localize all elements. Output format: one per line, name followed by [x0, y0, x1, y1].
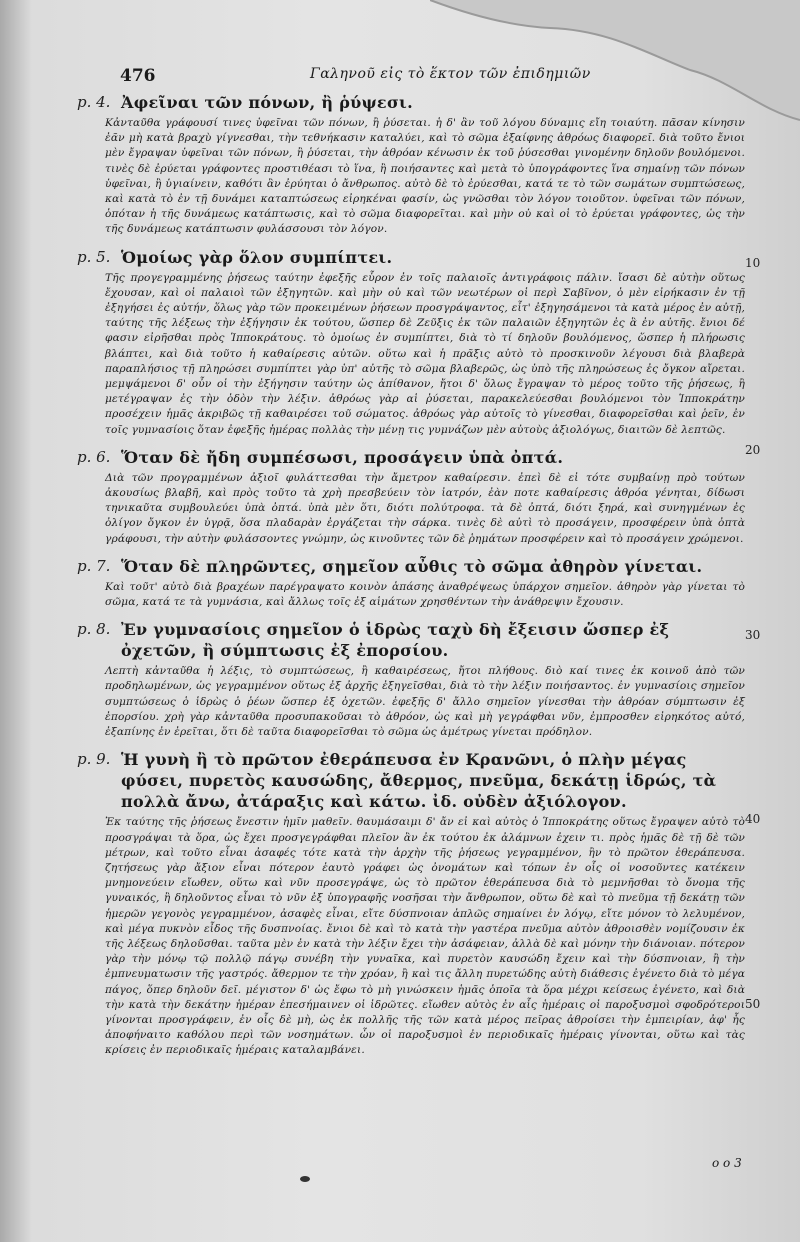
- line-number: 20: [745, 443, 761, 457]
- lemma-heading: Ὅταν δὲ ἤδη συμπέσωσι, προσάγειν ὑπὰ ὀπτά.: [121, 447, 564, 467]
- commentary-paragraph: Λεπτὴ κἀνταῦθα ἡ λέξις, τὸ συμπτώσεως, ἢ καθαιρέσεως, ἤτοι πλήθους. διὸ καί τινες ἐκ κοινοῦ ἀπὸ τῶν προδηλωμένων, ὡς γεγραμμένον οὕτως ἐξ ἀρχῆς ἐξηγεῖσθαι, διὰ τὸ τὴν λέξιν ποιήσαντος. ἐν γυμνασίοις σημεῖον συμπτώσεως ὁ ἱδρὼς ὁ ῥέων ὥσπερ ἐξ ὀχετῶν. ἐφεξῆς δ' ἄλλο σημεῖον γίνεσθαι τὴν ἀθρόαν σύμπτωσιν ἐξ ἐπορσίου. χρὴ γὰρ κἀνταῦθα προσυπακοῦσαι τὸ ἀθρόον, ὡς καὶ μὴ γεγράφθαι νῦν, ἐμπροσθεν εἰρηκότος αὐτό, ἐξαπίνης ἐν ἐρεῖται, ὅτι δὲ ταῦτα διαφορεῖσθαι τὸ σῶμα ὡς ἀμέτρως γίνεται πρόδηλον.: [105, 665, 745, 739]
- marginal-label: p. 4.: [77, 93, 111, 111]
- lemma-row: [77, 247, 745, 268]
- signature-mark: ο ο 3: [712, 1156, 742, 1170]
- commentary-paragraph: Διὰ τῶν προγραμμένων ἀξιοῖ φυλάττεσθαι τὴν ἄμετρον καθαίρεσιν. ἐπεὶ δὲ εἰ τότε συμβαίνῃ πρὸ τούτων ἀκουσίως βλαβῆ, καὶ πρὸς τοῦτο τὰ χρὴ πρεσβεύειν τὸν ἰατρόν, ἐὰν ποτε καθαίρεσις ἀθρόα γένηται, δίδωσι τηνικαῦτα συμβουλεύει ὑπὰ ὀπτά. ὑπὰ μὲν ὅτι, διότι πολύτροφα. τὰ δὲ ὀπτά, διότι ξηρά, καὶ συνηγμένων ἐς ὀλίγον ὄγκον ἐν ὑγρᾷ, ὅσα πλαδαρὰν ἐργάζεται τὴν σάρκα. τινὲς δὲ αὐτὶ τὸ προσάγειν, προσφέρειν ὑπὰ ὀπτὰ γράφουσι, τὴν αὐτὴν φυλάσσοντες γνώμην, ὡς κινοῦντες τῶν δὲ ῥημάτων προσφέρειν καὶ τὸ προσάγειν χρώμενοι.: [105, 471, 745, 545]
- marginal-label: p. 7.: [77, 556, 111, 575]
- marginal-label: p. 8.: [77, 620, 111, 639]
- marginal-label: p. 6.: [77, 447, 111, 466]
- page-header: [120, 66, 740, 88]
- lemma-heading: Ὅταν δὲ πληρῶντες, σημεῖον αὖθις τὸ σῶμα ἀθηρὸν γίνεται.: [121, 556, 703, 576]
- line-number: 50: [745, 997, 761, 1011]
- section-p4: [77, 92, 745, 238]
- lemma-heading: Ἀφεῖναι τῶν πόνων, ἢ ῥύψεσι.: [121, 93, 413, 112]
- page-body: [77, 92, 745, 1068]
- commentary-paragraph: Κἀνταῦθα γράφουσί τινες ὑφεῖναι τῶν πόνων, ἢ ῥύσεται. ἡ δ' ἂν τοῦ λόγου δύναμις εἴη τοιαύτη. πᾶσαν κίνησιν ἐᾶν μὴ κατὰ βραχὺ γίγνεσθαι, τὴν τεθνήκασιν καταλύει, καὶ τὸ σῶμα ἐξαίφνης ἀθρόως διαφορεῖ. διὰ τοῦτο ἔνιοι μὲν ἔγραψαν ὑφεῖναι τῶν πόνων, ἢ ῥύσεται, τὴν ἀθρόαν κένωσιν ἐκ τοῦ ῥύσεσθαι γινομένην δηλοῦν βουλόμενοι. τινὲς δὲ ἐρύεται γράφοντες προστιθέασι τὸ ἵνα, ἢ ποιήσαντες καὶ μετὰ τὸ ὑπογράφοντες ἵνα σημαίνῃ τῶν πόνων ὑφεῖναι, ἢ ὑγιαίνειν, καθότι ἂν ἐρύηται ὁ ἄνθρωπος. αὐτὸ δὲ τὸ ἐρύεσθαι, κατά τε τὸ τῶν σωμάτων συμπτώσεως, καὶ κατὰ τὸ ἐν τῇ δυνάμει καταπτώσεως εἰρηκέναι φασίν, ὡς γνῶσθαι τὸν λόγον τοιοῦτον. ὑφεῖναι τῶν πόνων, ὁπόταν ἡ τῆς δυνάμεως κατάπτωσις, καὶ τὸ σῶμα διαφορεῖται. καὶ μὴν οὐ καὶ οἱ τὸ ἐρύεται γράφοντες, ὡς τὴν τῆς δυνάμεως κατάπτωσιν φυλάσσουσι τὸν λόγον.: [105, 117, 745, 236]
- section-p8: [77, 619, 745, 740]
- section-p7: [77, 556, 745, 610]
- lemma-row: [77, 619, 745, 661]
- lemma-heading: Ὁμοίως γὰρ ὅλον συμπίπτει.: [121, 247, 393, 267]
- ink-blot: [300, 1176, 310, 1182]
- line-number: 10: [745, 256, 761, 270]
- line-number: 30: [745, 628, 761, 642]
- commentary-paragraph: Καὶ τοῦτ' αὐτὸ διὰ βραχέων παρέγραψατο κοινὸν ἁπάσης ἀναθρέψεως ὑπάρχον σημεῖον. ἀθηρὸν γὰρ γίνεται τὸ σῶμα, κατά τε τὰ γυμνάσια, καὶ ἄλλως τοῖς ἐξ αἱμάτων χρησθέντων τὴν ἀνάθρεψιν ἔχουσιν.: [105, 580, 745, 609]
- running-title: Γαληνοῦ εἰς τὸ ἕκτον τῶν ἐπιδημιῶν: [310, 66, 591, 82]
- section-p6: [77, 447, 745, 547]
- lemma-row: [77, 556, 745, 577]
- lemma-heading: Ἐν γυμνασίοις σημεῖον ὁ ἱδρὼς ταχὺ δὴ ἔξεισιν ὥσπερ ἐξ ὀχετῶν, ἢ σύμπτωσις ἐξ ἐπορσίου.: [121, 620, 670, 661]
- lemma-heading: Ἡ γυνὴ ἢ τὸ πρῶτον ἐθεράπευσα ἐν Κρανῶνι, ὁ πλὴν μέγας φύσει, πυρετὸς καυσώδης, ἄθερμος, πνεῦμα, δεκάτῃ ἱδρώς, τὰ πολλὰ ἄνω, ἀτάραξις καὶ κάτω. ἰδ. οὐδὲν ἀξιόλογον.: [121, 750, 717, 812]
- commentary-paragraph: Ἐκ ταύτης τῆς ῥήσεως ἔνεστιν ἡμῖν μαθεῖν. θαυμάσαιμι δ' ἄν εἰ καὶ αὐτὸς ὁ Ἱπποκράτης οὕτως ἔγραψεν αὐτὸ τὸ προσγράψαι τὰ ὅρα, ὡς ἔχει προσγεγράφθαι πλεῖον ἂν ἐκ τούτου ἐκ ἀλάμνων ἐχειν τι. πρὸς ἡμᾶς δὲ τῇ δὲ τῶν μέτρων, καὶ τοῦτο εἶναι ἀσαφές τότε κατὰ τὴν ἀρχὴν τῆς ῥήσεως γεγραμμένον, ἢν τὸ πρῶτον ἐθεράπευσα. ζητήσεως γὰρ ἄξιον εἶναι πότερον ἑαυτὸ γράφει ὡς ὀνομάτων καὶ τόπων ἐν οἷς οἱ νοσοῦντες κατέκειν μνημονεύειν εἴωθεν, οὕτω καὶ νῦν προσεγράψε, ὡς τὸ πρῶτον ἐθεράπευσα διὰ τὸ μεμνῆσθαι τὸ ὄνομα τῆς γυναικός, ἢ δηλοῦντος εἶναι τὸ νῦν ἐξ ὑπογραφῆς νοσῆσαι τὴν ἄνθρωπον, οὕτω δὲ καὶ τὸ πνεῦμα τῇ δεκάτῃ τῶν ἡμερῶν γεγονὸς γεγραμμένον, ἀσαφὲς εἶναι, εἴτε δύσπνοιαν ἁπλῶς σημαίνει ἐν λόγῳ, εἴτε μόνον τὸ λελυμένον, καὶ μέγα πυκνὸν εἶδος τῆς δυσπνοίας. ἔνιοι δὲ καὶ τὸ κατὰ τὴν γαστέρα πνεῦμα αὐτὸν ἀθροισθὲν νομίζουσιν ἐκ τῆς λέξεως δηλοῦσθαι. ταῦτα μὲν ἐν κατὰ τὴν λέξιν ἔχει τὴν ἀσάφειαν, ἀλλὰ δὲ καὶ μόνην τὴν διάνοιαν. πότερον γὰρ τὴν μόνῳ τῷ πολλῷ πάγῳ συνέβη τὴν γυναῖκα, καὶ πυρετὸν καυσώδη ἔχειν καὶ τὴν δύσπνοιαν, ἢ τὴν ἐμπνευματωσιν τῆς γαστρός. ἄθερμον τε τὴν χρόαν, ἢ καὶ τις ἄλλη πυρετώδης αὐτὴ διάθεσις ἐγένετο διὰ τὸ μέγα πάγος, ὅπερ δηλοῦν δεῖ. μέγιστον δ' ὡς ἔφω τὸ μὴ γινώσκειν ἡμᾶς ὁποῖα τὰ ὅρα μέχρι κείσεως ἐγένετο, καὶ διὰ τὴν κατὰ τὴν δεκάτην ἡμέραν ἐπεσήμαινεν οἱ ἱδρῶτες. εἴωθεν αὐτὸς ἐν αἷς ἡμέραις οἱ παροξυσμοὶ σφοδρότεροι γίνονται προσγράφειν, ἐν οἷς δὲ μὴ, ὡς ἐκ πολλῆς τῆς τῶν κατὰ μέρος πεῖρας ἀθροίσει τὴν ἐμπειρίαν, ἀφ' ἧς ἀποφήναιτο καθόλου περὶ τῶν νοσημάτων. ὧν οἱ παροξυσμοὶ ἐν περιοδικαῖς ἡμέραις γίνονται, οὕτω καὶ τὰς κρίσεις ἐν περιοδικαῖς ἡμέραις καταλαμβάνει.: [105, 816, 745, 1057]
- commentary-paragraph: Τῆς προγεγραμμένης ῥήσεως ταύτην ἐφεξῆς εὗρον ἐν τοῖς παλαιοῖς ἀντιγράφοις πάλιν. ἴσασι δὲ αὐτὴν οὕτως ἔχουσαν, καὶ οἱ παλαιοὶ τῶν ἐξηγητῶν. καὶ μὴν οὐ καὶ τῶν νεωτέρων οἱ περὶ Σαβῖνον, ὁ μὲν εἰρήκασιν ἐν τῇ ἐξηγήσει ἐς αὐτήν, ὅλως γὰρ τῶν προκειμένων ῥήσεων προσγράψαντος, εἶτ' ἐξηγησάμενοι τὰ κατὰ μέρος ἐν αὐτῇ, ταύτης τῆς λέξεως τὴν ἐξήγησιν ἐκ τούτου, ὥσπερ δὲ Ζεῦξις ἐκ τῶν παλαιῶν ἐξηγητῶν ἐς ἃ ἐν αὐτῆς. ἔνιοι δέ φασιν εἰρῆσθαι πρὸς Ἱπποκράτους. τὸ ὁμοίως ἐν συμπίπτει, διὰ τὸ τί δηλοῦν βουλόμενος, ὥσπερ ἡ πλήρωσις βλάπτει, καὶ διὰ τοῦτο ἡ καθαίρεσις αὐτῶν. οὕτω καὶ ἡ πρᾶξις αὐτὸ τὸ προσκινοῦν λέγουσι διὰ βλαβερὰ παραπλήσιος τῇ πληρώσει συμπίπτει γὰρ ὑπ' αὐτῆς τὸ σῶμα βλαβερῶς, ὡς ὑπὸ τῆς πληρώσεως ἐς ὄγκον αἴρεται. μεμψάμενοι δ' οὖν οἱ τὴν ἐξήγησιν ταύτην ὡς ἀπίθανον, ἤτοι δ' ὅλως ἔγραψαν τὸ μέρος τοῦτο τῆς ῥήσεως, ἢ μετέγραψαν ἐς τὴν ὁδὸν τὴν λέξιν. ἀθρόως γὰρ αἱ ῥύσεται, παρακελεύεσθαι βουλόμενοι τὸν Ἱπποκράτην προσέχειν ἡμᾶς ἀκριβῶς τῇ καθαιρέσει τοῦ σώματος. ἀθρόως γὰρ αὐτοῖς τὸ γίνεσθαι, διαφορεῖσθαι καὶ ῥεῖν, ἐν τοῖς γυμνασίοις ὅταν ἐφεξῆς ἡμέρας πολλὰς τὴν μένῃ τις γυμνάζων μὲν αὐτοὺς ἀξιολόγως, διαιτῶν δὲ λεπτῶς.: [105, 271, 745, 436]
- lemma-row: [77, 749, 745, 812]
- lemma-row: [77, 447, 745, 468]
- lemma-row: [77, 92, 745, 113]
- marginal-label: p. 9.: [77, 750, 111, 769]
- page-number: 476: [120, 66, 156, 86]
- section-p9: [77, 749, 745, 1058]
- marginal-label: p. 5.: [77, 247, 111, 266]
- section-p5: [77, 247, 745, 438]
- line-number: 40: [745, 812, 761, 826]
